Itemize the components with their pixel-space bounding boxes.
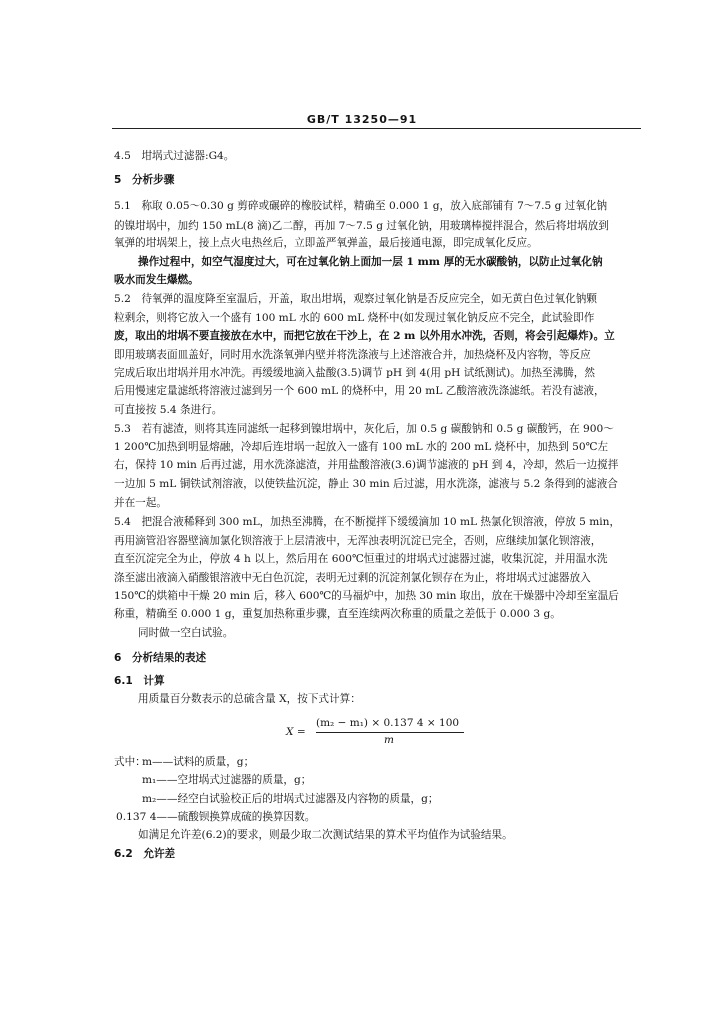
clause-5-4-line: 涤至滤出液滴入硝酸银溶液中无白色沉淀，表明无过剩的沉淀剂氯化钡存在为止，将坩埚式过滤器放入 [114, 572, 591, 584]
definition-factor: 0.137 4——硫酸钡换算成硫的换算因数。 [116, 811, 316, 823]
definitions-lead: 式中： [114, 756, 146, 768]
clause-5-3-line: 并在一起。 [114, 497, 167, 509]
clause-5-2-line: 完成后取出坩埚并用水冲洗。再缓缓地滴入盐酸(3.5)调节 pH 到 4(用 pH 试纸测试)。加热至沸腾，然 [114, 367, 595, 379]
clause-5-1-warning: 吸水而发生爆燃。 [114, 274, 199, 286]
clause-5-4-line: 5.4 把混合液稀释到 300 mL，加热至沸腾，在不断搅拌下缓缓滴加 10 mL 热氯化钡溶液，停放 5 min， [114, 516, 621, 528]
clause-5-2-line: 废，取出的坩埚不要直接放在水中，而把它放在干沙上，在 2 m 以外用水冲洗，否则，将会引起爆炸)。立 [114, 330, 615, 342]
sulfur-formula [260, 717, 480, 747]
clause-5-1-line: 氧弹的坩埚架上，接上点火电热丝后，立即盖严氧弹盖，最后接通电源，即完成氧化反应。 [114, 237, 538, 249]
formula-denominator: m [384, 734, 394, 746]
clause-5-3-line: 一边加 5 mL 铜铁试剂溶液，以使铁盐沉淀，静止 30 min 后过滤，用水洗涤，滤液与 5.2 条得到的滤液合 [114, 478, 618, 490]
clause-5-2-line: 5.2 待氧弹的温度降至室温后，开盖，取出坩埚，观察过氧化钠是否反应完全，如无黄白色过氧化钠颗 [114, 293, 597, 305]
definition-m2: m₂——经空白试验校正后的坩埚式过滤器及内容物的质量，g； [142, 793, 439, 805]
clause-4-5: 4.5 坩埚式过滤器:G4。 [114, 150, 235, 162]
clause-5-1-line: 5.1 称取 0.05～0.30 g 剪碎或碾碎的橡胶试样，精确至 0.000 1 g，放入底部铺有 7～7.5 g 过氧化钠 [114, 200, 608, 212]
clause-5-2-line: 后用慢速定量滤纸将溶液过滤到另一个 600 mL 的烧杯中，用 20 mL 乙酸溶液洗涤滤纸。若没有滤液， [114, 385, 605, 397]
definition-m: m——试料的质量，g； [142, 756, 255, 768]
section-6-title: 6 分析结果的表述 [114, 652, 207, 664]
header-rule [112, 128, 641, 129]
clause-5-4-blank-test: 同时做一空白试验。 [138, 627, 234, 639]
clause-5-3-line: 5.3 若有滤渣，则将其连同滤纸一起移到镍坩埚中，灰化后，加 0.5 g 碳酸钠和 0.5 g 碳酸钙，在 900～ [114, 423, 614, 435]
formula-lhs: X = [286, 726, 306, 738]
clause-5-3-line: 右，保持 10 min 后再过滤，用水洗涤滤渣，并用盐酸溶液(3.6)调节滤液的 pH 到 4，冷却，然后一边搅拌 [114, 459, 619, 471]
clause-5-4-line: 150℃的烘箱中干燥 20 min 后，移入 600℃的马福炉中，加热 30 min 取出，放在干燥器中冷却至室温后 [114, 590, 619, 602]
clause-6-1-intro: 用质量百分数表示的总硫含量 X，按下式计算： [138, 693, 361, 705]
fraction-bar [316, 732, 464, 733]
clause-6-2-title: 6.2 允许差 [114, 848, 176, 860]
clause-5-1-warning: 操作过程中，如空气湿度过大，可在过氧化钠上面加一层 1 mm 厚的无水碳酸钠，以防止过氧化钠 [138, 256, 603, 268]
clause-5-4-line: 再用滴管沿容器壁滴加氯化钡溶液于上层清液中，无浑浊表明沉淀已完全，否则，应继续加氯化钡溶液， [114, 535, 602, 547]
clause-5-4-line: 直至沉淀完全为止，停放 4 h 以上，然后用在 600℃恒重过的坩埚式过滤器过滤，收集沉淀，并用温水洗 [114, 553, 608, 565]
definition-m1: m₁——空坩埚式过滤器的质量，g； [142, 774, 312, 786]
clause-5-1-line: 的镍坩埚中，加约 150 mL(8 滴)乙二醇，再加 7～7.5 g 过氧化钠，用玻璃棒搅拌混合，然后将坩埚放到 [114, 220, 609, 232]
clause-5-2-line: 可直接按 5.4 条进行。 [114, 404, 223, 416]
clause-5-2-line: 即用玻璃表面皿盖好，同时用水洗涤氧弹内壁并将洗涤液与上述溶液合并，加热烧杯及内容物，等反应 [114, 349, 591, 361]
clause-5-3-line: 1 200℃加热到明显熔融，冷却后连坩埚一起放入一盛有 100 mL 水的 200 mL 烧杯中，加热到 50℃左 [114, 441, 609, 453]
standard-number: GB/T 13250—91 [306, 113, 418, 126]
section-5-title: 5 分析步骤 [114, 174, 175, 186]
clause-5-2-line: 粒剩余，则将它放入一个盛有 100 mL 水的 600 mL 烧杯中(如发现过氧化钠反应不完全，此试验即作 [114, 312, 595, 324]
formula-numerator: (m₂ − m₁) × 0.137 4 × 100 [316, 717, 460, 729]
clause-6-1-title: 6.1 计算 [114, 675, 165, 687]
clause-6-1-result: 如满足允许差(6.2)的要求，则最少取二次测试结果的算术平均值作为试验结果。 [138, 829, 513, 841]
clause-5-4-line: 称重，精确至 0.000 1 g，重复加热称重步骤，直至连续两次称重的质量之差低于 0.000 3 g。 [114, 608, 561, 620]
